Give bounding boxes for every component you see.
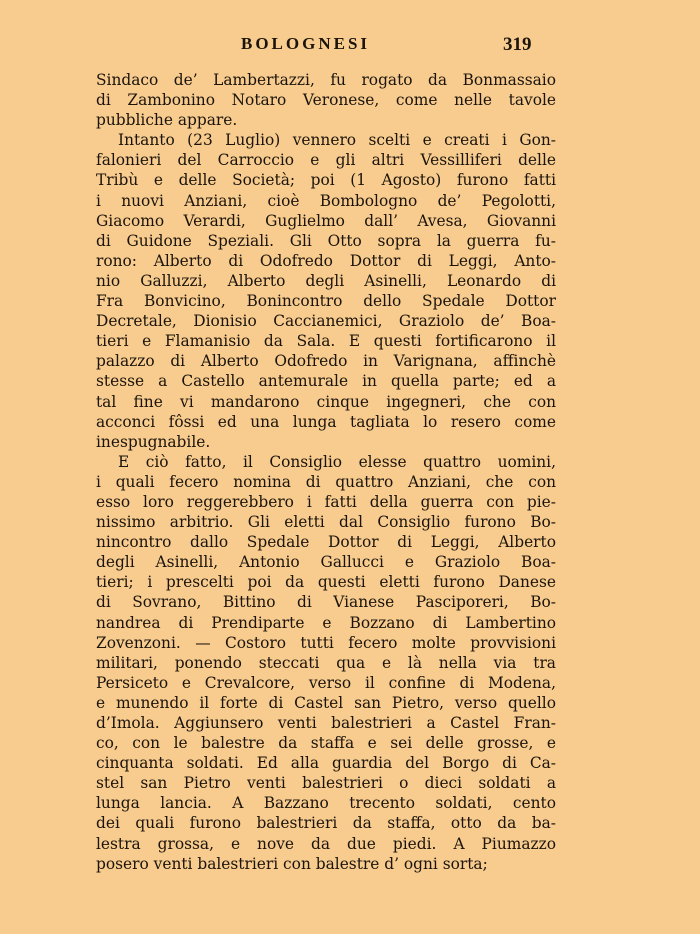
paragraph-start-line: Intanto (23 Luglio) vennero scelti e creati i Gon- [118,131,556,150]
paragraph-start-line: E ciò fatto, il Consiglio elesse quattro uomini, [118,452,556,471]
text-line: stesse a Castello antemurale in quella parte; ed a [96,372,556,391]
text-line: posero venti balestrieri con balestre d’ ogni sorta; [96,854,488,873]
text-line: pubbliche appare. [96,111,238,130]
text-line: nio Galluzzi, Alberto degli Asinelli, Leonardo di [96,271,556,290]
page-number: 319 [503,34,532,55]
text-line: Tribù e delle Società; poi (1 Agosto) furono fatti [96,171,556,190]
text-line: d’Imola. Aggiunsero venti balestrieri a Castel Fran- [96,714,556,732]
text-line: inespugnabile. [96,432,211,451]
text-line: rono: Alberto di Odofredo Dottor di Leggi, Anto- [96,251,556,270]
text-line: Decretale, Dionisio Caccianemici, Graziolo de’ Boa- [96,312,556,331]
text-line: Sindaco de’ Lambertazzi, fu rogato da Bonmassaio [96,71,556,89]
text-line: di Zambonino Notaro Veronese, come nelle tavole [96,91,556,110]
text-line: lunga lancia. A Bazzano trecento soldati, cento [96,794,556,813]
text-line: i nuovi Anziani, cioè Bombologno de’ Pegolotti, [96,191,556,210]
text-line: cinquanta soldati. Ed alla guardia del Borgo di Ca- [96,754,556,773]
text-line: palazzo di Alberto Odofredo in Varignana, affinchè [96,352,556,371]
text-line: di Sovrano, Bittino di Vianese Pasciporeri, Bo- [96,593,556,612]
text-line: tieri e Flamanisio da Sala. E questi fortificarono il [96,332,556,351]
text-line: dei quali furono balestrieri da staffa, otto da ba- [96,814,556,833]
text-line: di Guidone Speziali. Gli Otto sopra la guerra fu- [96,231,556,250]
body-text [96,70,556,874]
text-line: acconci fôssi ed una lunga tagliata lo resero come [96,412,556,431]
text-line: nincontro dallo Spedale Dottor di Leggi, Alberto [96,533,556,552]
text-line: nissimo arbitrio. Gli eletti dal Consiglio furono Bo- [96,513,556,532]
text-line: nandrea di Prendiparte e Bozzano di Lambertino [96,613,556,632]
text-line: degli Asinelli, Antonio Gallucci e Graziolo Boa- [96,553,556,572]
text-line: Zovenzoni. — Costoro tutti fecero molte provvisioni [96,633,556,652]
text-line: e munendo il forte di Castel san Pietro, verso quello [96,693,556,712]
running-head: BOLOGNESI [241,34,371,53]
text-line: Persiceto e Crevalcore, verso il confine di Modena, [96,673,556,692]
text-line: i quali fecero nomina di quattro Anziani, che con [96,472,556,491]
text-line: falonieri del Carroccio e gli altri Vessilliferi delle [96,151,556,170]
text-line: stel san Pietro venti balestrieri o dieci soldati a [96,774,556,793]
text-line: tieri; i prescelti poi da questi eletti furono Danese [96,573,556,592]
text-line: militari, ponendo steccati qua e là nella via tra [96,653,556,672]
text-line: co, con le balestre da staffa e sei delle grosse, e [96,734,556,753]
text-line: tal fine vi mandarono cinque ingegneri, che con [96,392,556,411]
text-line: Giacomo Verardi, Guglielmo dall’ Avesa, Giovanni [96,211,556,230]
text-line: Fra Bonvicino, Bonincontro dello Spedale Dottor [96,292,556,311]
text-line: esso loro reggerebbero i fatti della guerra con pie- [96,492,556,511]
text-line: lestra grossa, e nove da due piedi. A Piumazzo [96,834,556,853]
